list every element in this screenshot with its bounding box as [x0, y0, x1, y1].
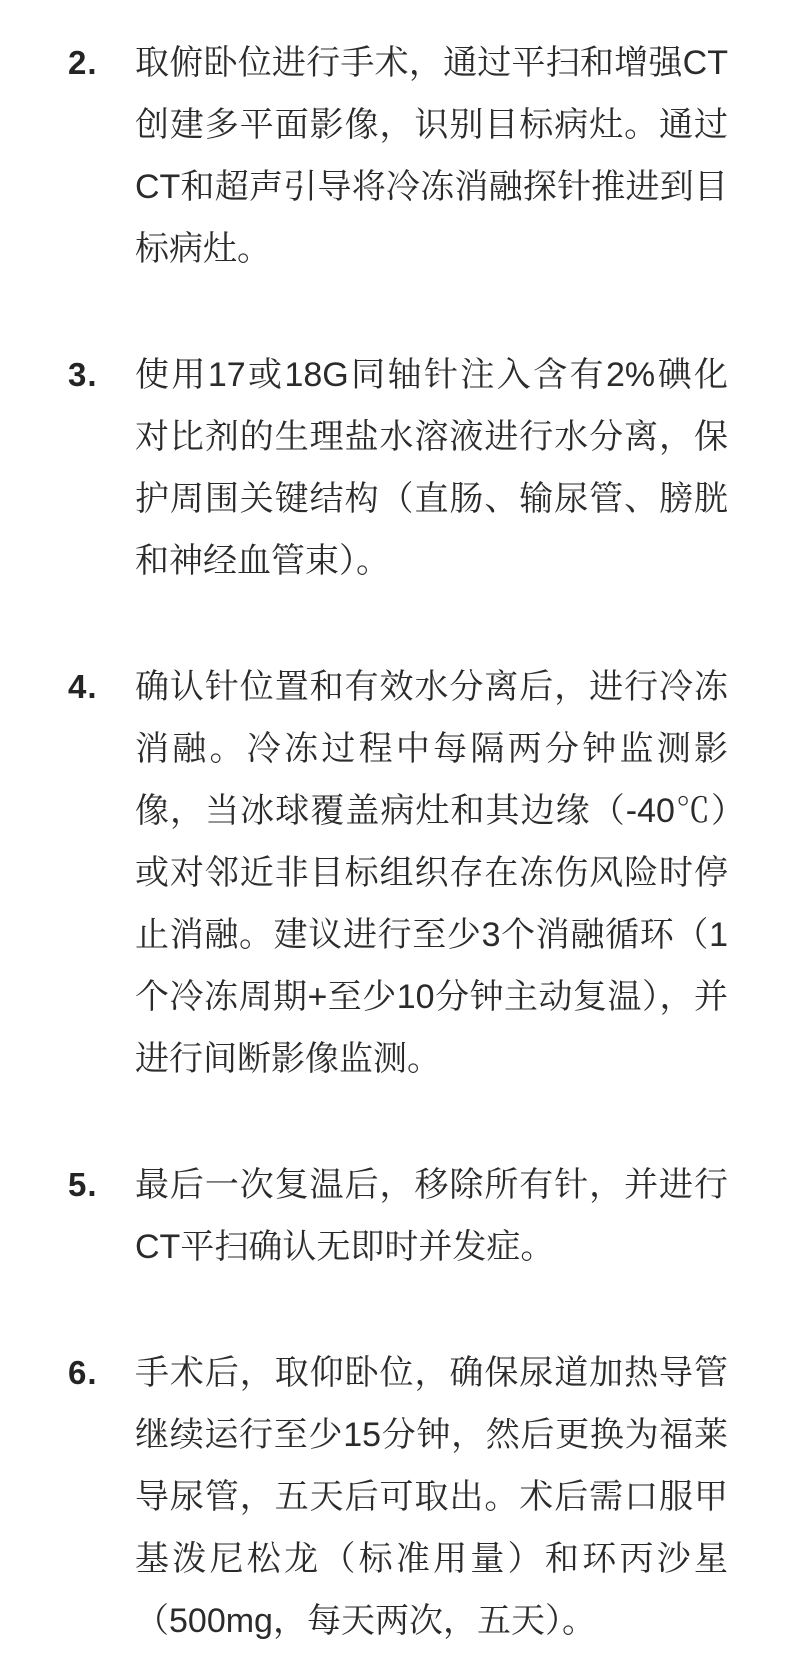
item-text: 手术后，取仰卧位，确保尿道加热导管继续运行至少15分钟，然后更换为福莱导尿管，五天后可取出。术后需口服甲基泼尼松龙（标准用量）和环丙沙星（500mg，每天两次，五天）。 — [135, 1354, 728, 1640]
item-text: 使用17或18G同轴针注入含有2%碘化对比剂的生理盐水溶液进行水分离，保护周围关键结构（直肠、输尿管、膀胱和神经血管束）。 — [135, 356, 728, 580]
list-item — [68, 32, 728, 280]
list-item — [68, 656, 728, 1090]
list-item — [68, 344, 728, 592]
list-item — [68, 1154, 728, 1278]
item-text: 确认针位置和有效水分离后，进行冷冻消融。冷冻过程中每隔两分钟监测影像，当冰球覆盖病灶和其边缘（-40℃）或对邻近非目标组织存在冻伤风险时停止消融。建议进行至少3个消融循环（1个冷冻周期+至少10分钟主动复温），并进行间断影像监测。 — [135, 668, 728, 1078]
item-text: 最后一次复温后，移除所有针，并进行CT平扫确认无即时并发症。 — [135, 1166, 728, 1266]
item-number: 3. — [68, 356, 98, 393]
list-item — [68, 1342, 728, 1652]
item-number: 2. — [68, 44, 98, 81]
item-number: 4. — [68, 668, 98, 705]
item-number: 6. — [68, 1354, 98, 1391]
item-number: 5. — [68, 1166, 98, 1203]
item-text: 取俯卧位进行手术，通过平扫和增强CT创建多平面影像，识别目标病灶。通过CT和超声引导将冷冻消融探针推进到目标病灶。 — [135, 44, 728, 268]
